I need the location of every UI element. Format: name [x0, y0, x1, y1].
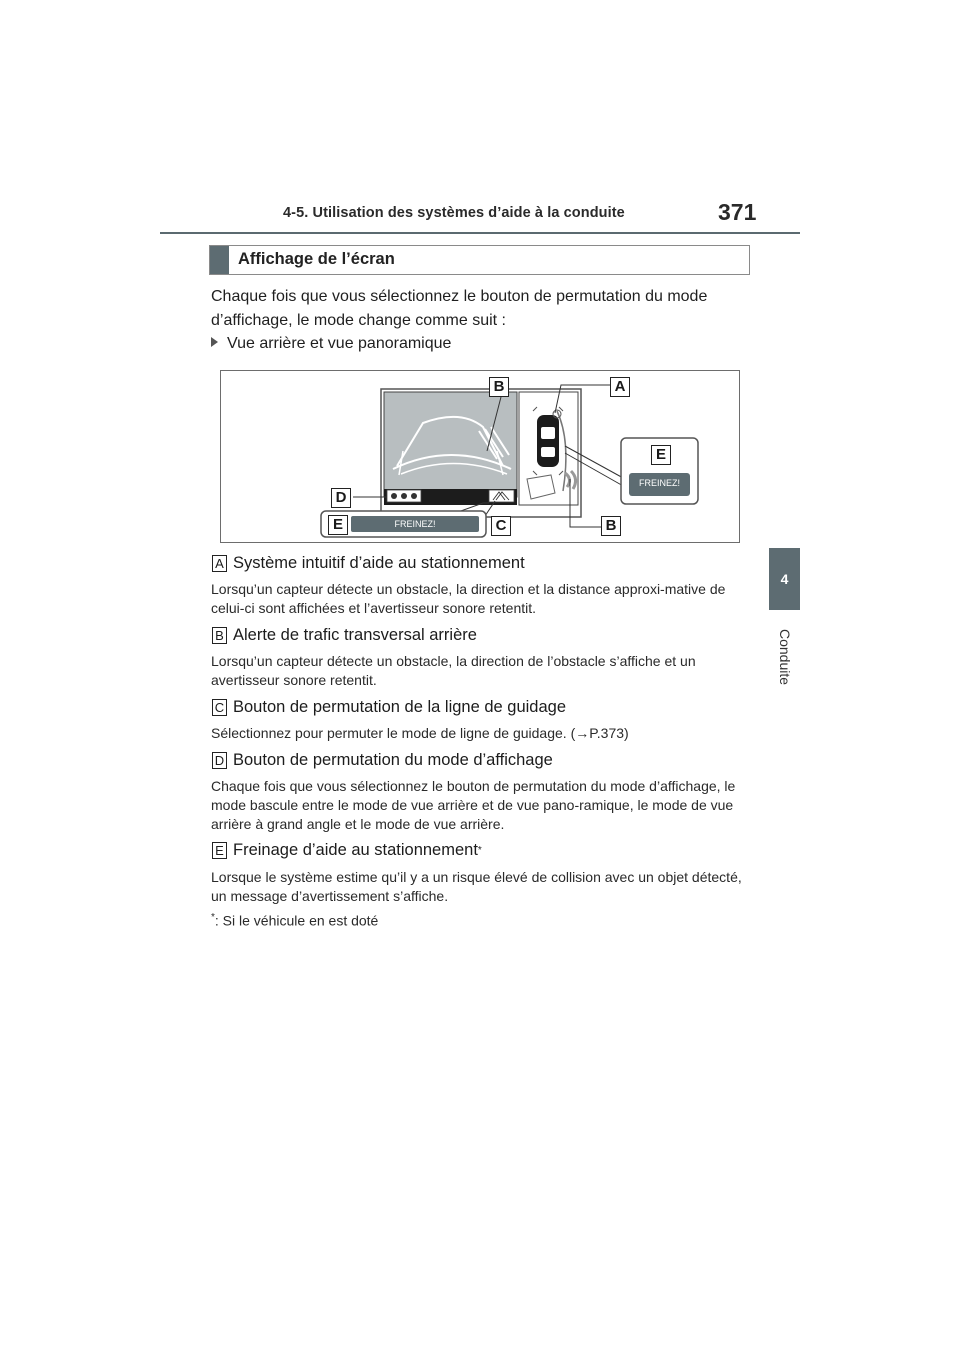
- display-mode-icon-2: [401, 493, 407, 499]
- callout-a: A: [610, 377, 630, 397]
- warning-text-left: FREINEZ!: [394, 519, 436, 529]
- item-c-description: Sélectionnez pour permuter le mode de ligne de guidage. (→P.373): [211, 725, 629, 741]
- callout-b-bottom: B: [601, 516, 621, 536]
- item-b-title: Alerte de trafic transversal arrière: [233, 626, 477, 644]
- display-mode-icon-3: [411, 493, 417, 499]
- vehicle-top-view: [537, 415, 559, 467]
- item-a-description: Lorsqu’un capteur détecte un obstacle, la direction et la distance approxi-mative de celui-ci sont affichées et l’avertisseur sonore retentit.: [211, 581, 726, 616]
- item-b-heading: [212, 626, 477, 645]
- view-mode-bullet: [211, 335, 451, 353]
- warning-text-right: FREINEZ!: [638, 478, 680, 488]
- chapter-tab-label: [760, 622, 810, 692]
- item-d-title: Bouton de permutation du mode d’affichage: [233, 751, 553, 769]
- footnote-text: : Si le véhicule en est doté: [214, 912, 379, 929]
- item-e-heading: [212, 841, 482, 860]
- item-e-footnote-marker: *: [477, 845, 482, 856]
- item-c-heading: [212, 698, 566, 717]
- view-mode-bullet-text: Vue arrière et vue panoramique: [227, 335, 452, 352]
- vehicle-window-front: [541, 427, 555, 439]
- display-mode-icon-1: [391, 493, 397, 499]
- triangle-bullet-icon: [211, 337, 218, 347]
- callout-e-left: E: [328, 515, 348, 535]
- header-divider: [160, 232, 800, 234]
- page-number: 371: [718, 199, 757, 225]
- chapter-tab-label-text: Conduite: [777, 628, 793, 686]
- callout-b-top: B: [489, 377, 509, 397]
- item-b-label: B: [212, 627, 227, 644]
- item-d-description: Chaque fois que vous sélectionnez le bouton de permutation du mode d’affichage, le mode bascule entre le mode de vue arrière et de vue pano-ramique, le mode de vue arrière à grand angle et le mode de vue arrière.: [211, 778, 736, 832]
- item-a-label: A: [212, 555, 227, 572]
- section-heading: Affichage de l’écran: [238, 250, 395, 268]
- section-intro: Chaque fois que vous sélectionnez le bouton de permutation du mode d’affichage, le mode change comme suit :: [211, 288, 708, 329]
- vehicle-window-rear: [541, 447, 555, 457]
- callout-e-right: E: [651, 445, 671, 465]
- item-a-heading: [212, 554, 525, 573]
- item-d-heading: [212, 751, 553, 770]
- item-a-title: Système intuitif d’aide au stationnement: [233, 554, 525, 572]
- item-e-title: Freinage d’aide au stationnement: [233, 841, 478, 859]
- screen-illustration: [220, 370, 740, 543]
- callout-c: C: [491, 516, 511, 536]
- chapter-section-title: 4-5. Utilisation des systèmes d’aide à la conduite: [283, 205, 625, 221]
- item-e-label: E: [212, 842, 227, 859]
- rear-camera-view: [384, 392, 517, 497]
- section-heading-bar: [210, 246, 229, 274]
- footnote-marker: *: [211, 912, 215, 923]
- callout-d: D: [331, 488, 351, 508]
- item-b-description: Lorsqu’un capteur détecte un obstacle, la direction de l’obstacle s’affiche et un avertisseur sonore retentit.: [211, 653, 696, 688]
- item-c-title: Bouton de permutation de la ligne de guidage: [233, 698, 567, 716]
- chapter-tab-number: 4: [769, 548, 800, 610]
- item-e-description: Lorsque le système estime qu’il y a un risque élevé de collision avec un objet détecté, un message d’avertissement s’affiche.: [211, 869, 742, 904]
- item-c-label: C: [212, 699, 227, 716]
- footnote: [211, 912, 378, 929]
- item-d-label: D: [212, 752, 227, 769]
